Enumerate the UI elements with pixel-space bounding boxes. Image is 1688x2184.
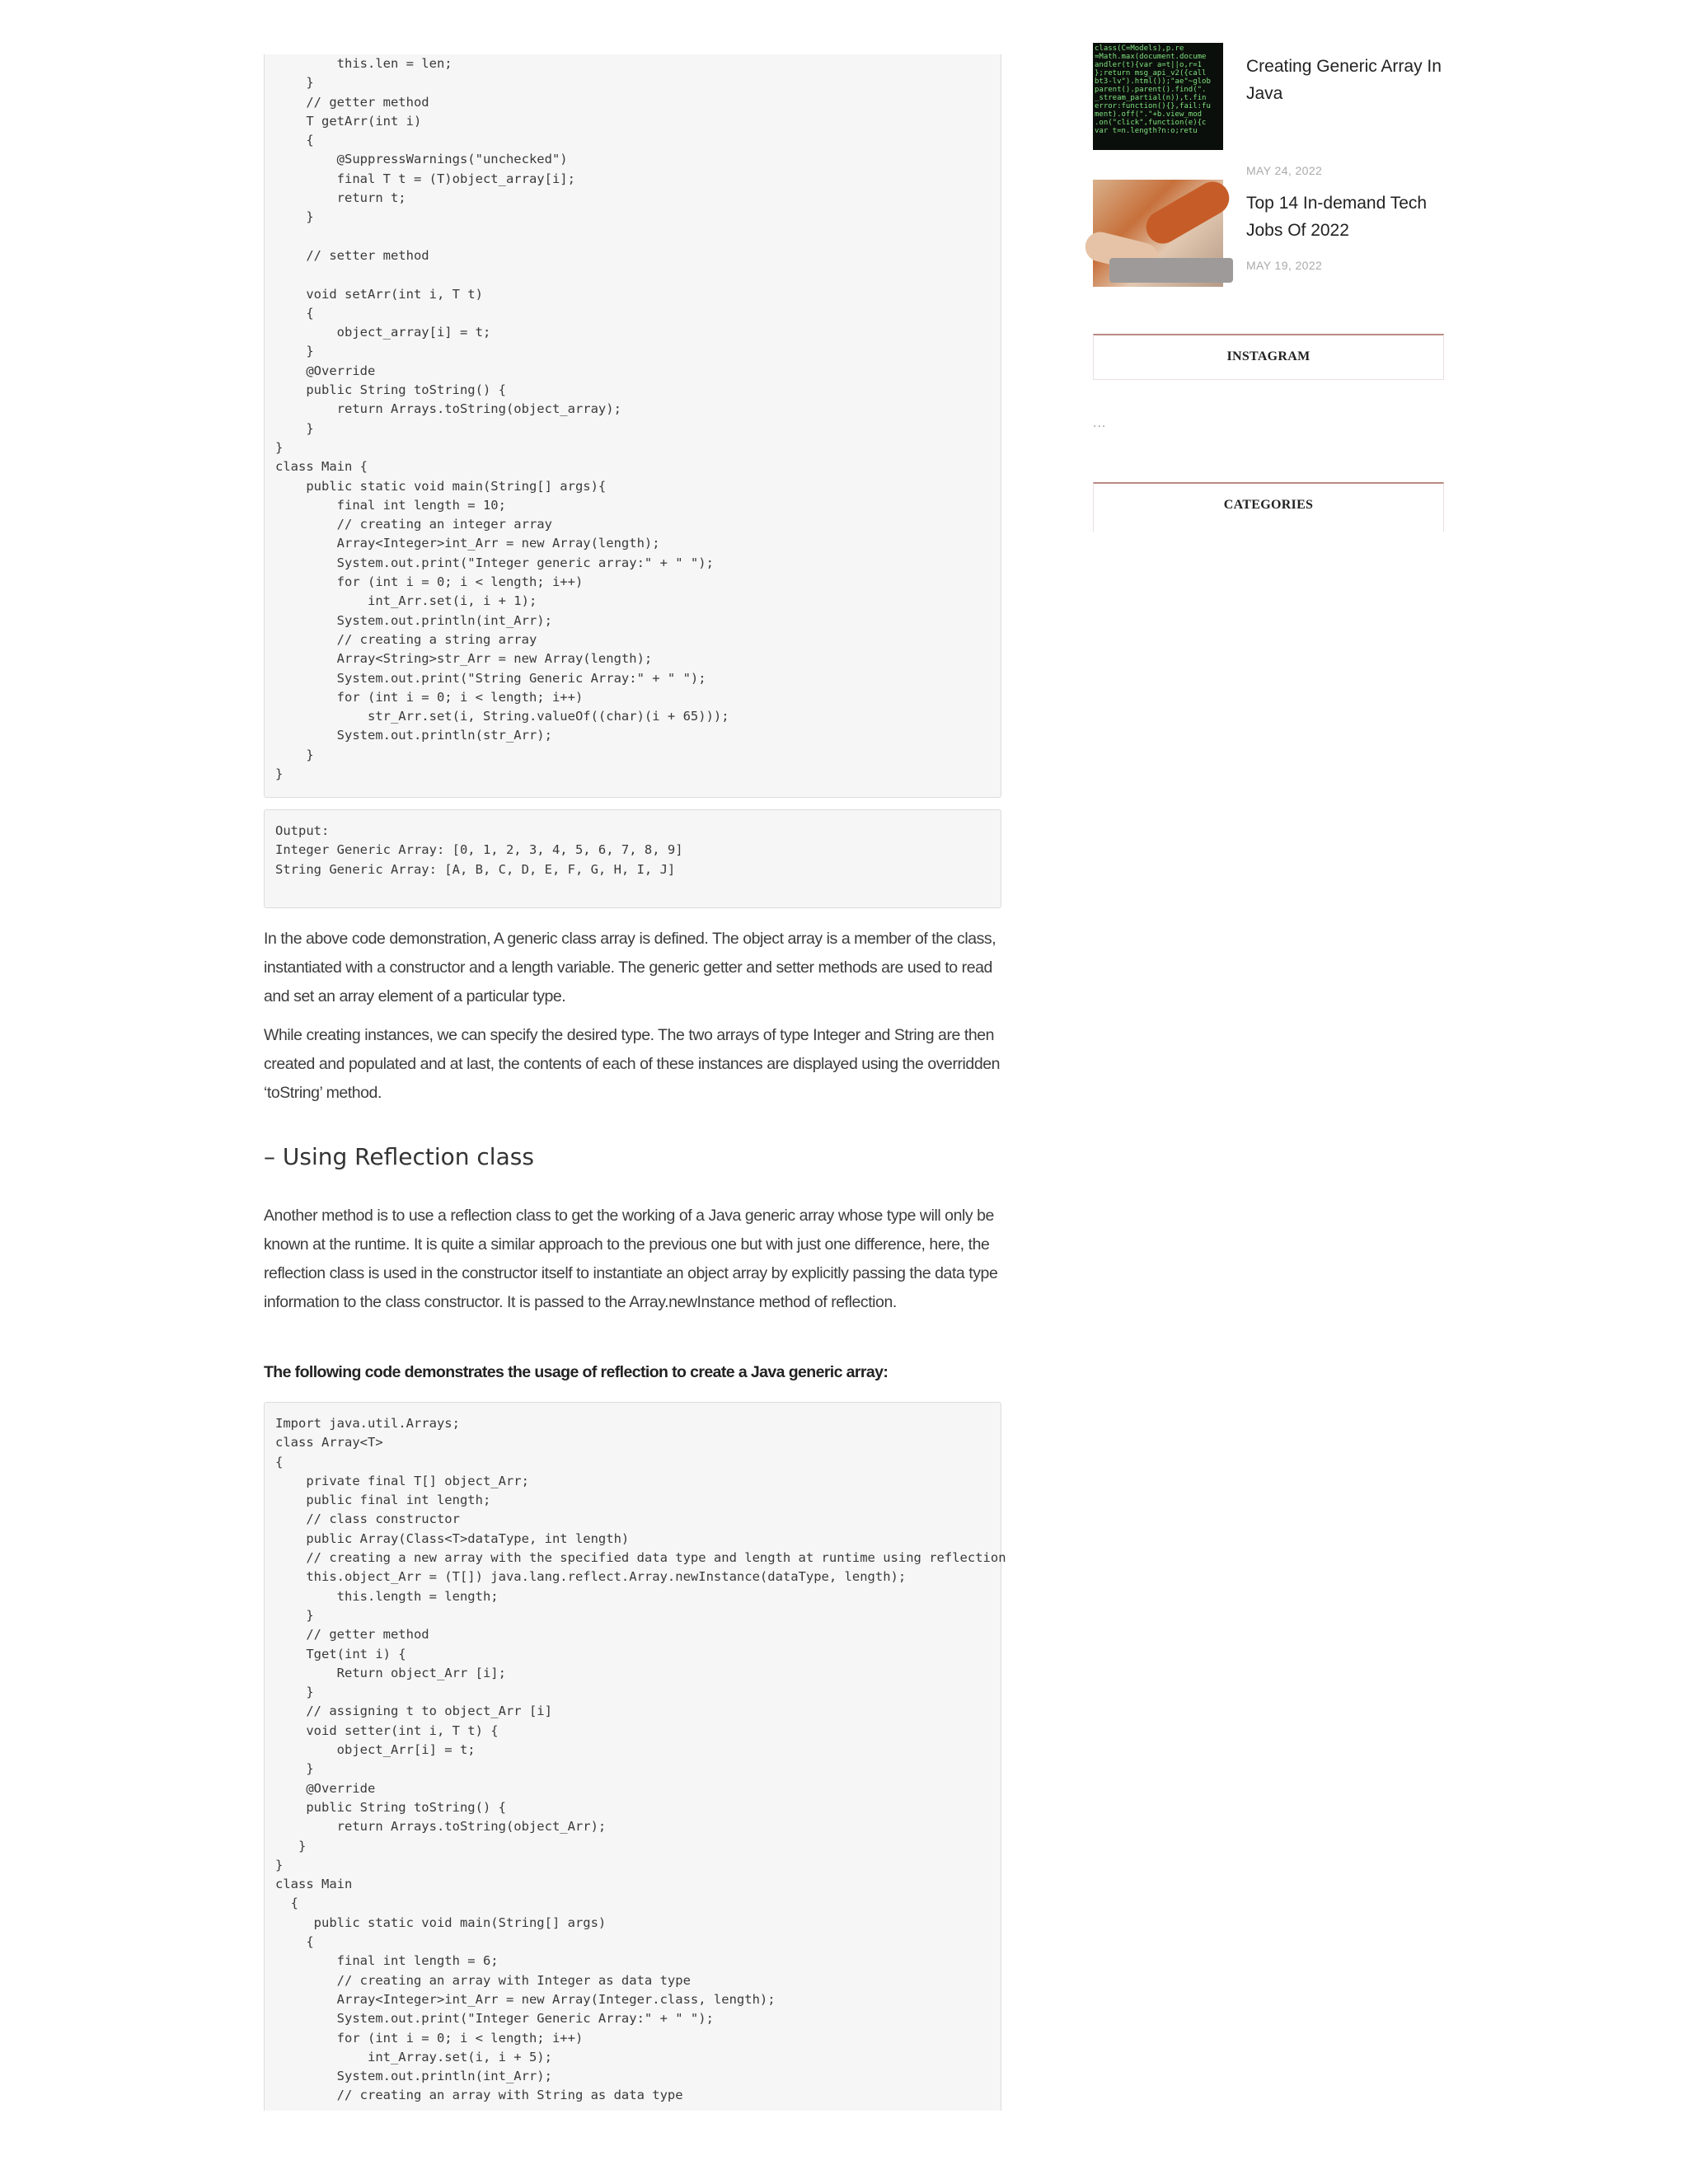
widget-title-categories: CATEGORIES bbox=[1093, 482, 1444, 532]
section-heading-reflection: – Using Reflection class bbox=[264, 1143, 534, 1170]
sidebar bbox=[1093, 0, 1444, 512]
code-screenshot-thumbnail[interactable]: class(C=Models),p.re =Math.max(document.docume andler(t){var a=t||o,r=1 };return msg_api_v2({call bt3-lv").html());"ae"~glob parent().parent().find(". _stream_partial(n)),t.fin error:function(){},fail:fu ment).off("."+b.view_mod .on("click",function(e){c var t=n.length?n:o;retu bbox=[1093, 43, 1223, 150]
code-block-generic-class: this.len = len; } // getter method T getArr(int i) { @SuppressWarnings("unchecked") final T t = (T)object_array[i]; return t; } // setter method void setArr(int i, T t) { object_array[i] = t; } @Override public String toString() { return Arrays.toString(object_array); } } class Main { public static void main(String[] args){ final int length = 10; // creating an integer array Array<Integer>int_Arr = new Array(length); System.out.print("Integer generic array:" + " "); for (int i = 0; i < length; i++) int_Arr.set(i, i + 1); System.out.println(int_Arr); // creating a string array Array<String>str_Arr = new Array(length); System.out.print("String Generic Array:" + " "); for (int i = 0; i < length; i++) str_Arr.set(i, String.valueOf((char)(i + 65))); System.out.println(str_Arr); } } bbox=[264, 54, 1001, 798]
sidebar-post-item[interactable] bbox=[1093, 180, 1444, 287]
code-output-block: Output: Integer Generic Array: [0, 1, 2, 3, 4, 5, 6, 7, 8, 9] String Generic Array: [A, B, C, D, E, F, G, H, I, J] bbox=[264, 809, 1001, 908]
sidebar-post-title-link[interactable]: Top 14 In-demand Tech Jobs Of 2022 bbox=[1246, 194, 1428, 240]
paragraph-reflection-explanation: Another method is to use a reflection class to get the working of a Java generic array whose type will only be known at the runtime. It is quite a similar approach to the previous one but with just one difference, here, the reflection class is used in the constructor itself to instantiate an object array by explicitly passing the data type information to the class constructor. It is passed to the Array.newInstance method of reflection. bbox=[264, 1207, 998, 1311]
sidebar-post-date: MAY 24, 2022 bbox=[1246, 164, 1323, 177]
paragraph-instances-explanation: While creating instances, we can specify the desired type. The two arrays of type Integer and String are then created and populated and at last, the contents of each of these instances are displayed using the overridden ‘toString’ method. bbox=[264, 1026, 1001, 1102]
instagram-feed-loading: ... bbox=[1093, 416, 1107, 430]
article-content bbox=[264, 0, 1006, 2128]
sidebar-post-item[interactable] bbox=[1093, 43, 1444, 177]
code-block-reflection: Import java.util.Arrays; class Array<T> { private final T[] object_Arr; public final int length; // class constructor public Array(Class<T>dataType, int length) // creating a new array with the specified data type and length at runtime using reflection this.object_Arr = (T[]) java.lang.reflect.Array.newInstance(dataType, length); this.length = length; } // getter method Tget(int i) { Return object_Arr [i]; } // assigning t to object_Arr [i] void setter(int i, T t) { object_Arr[i] = t; } @Override public String toString() { return Arrays.toString(object_Arr); } } class Main { public static void main(String[] args) { final int length = 6; // creating an array with Integer as data type Array<Integer>int_Arr = new Array(Integer.class, length); System.out.print("Integer Generic Array:" + " "); for (int i = 0; i < length; i++) int_Array.set(i, i + 5); System.out.println(int_Arr); // creating an array with String as data type bbox=[264, 1402, 1001, 2111]
sidebar-post-title-link[interactable]: Creating Generic Array In Java bbox=[1246, 57, 1442, 103]
widget-title-instagram: INSTAGRAM bbox=[1093, 334, 1444, 380]
code-intro-text: The following code demonstrates the usage of reflection to create a Java generic array: bbox=[264, 1363, 889, 1381]
paragraph-code-explanation: In the above code demonstration, A generic class array is defined. The object array is a member of the class, instantiated with a constructor and a length variable. The generic getter and setter methods are used to read and set an array element of a particular type. bbox=[264, 930, 996, 1005]
sidebar-post-date: MAY 19, 2022 bbox=[1246, 259, 1323, 272]
laptop-hands-photo-thumbnail[interactable] bbox=[1093, 180, 1223, 287]
